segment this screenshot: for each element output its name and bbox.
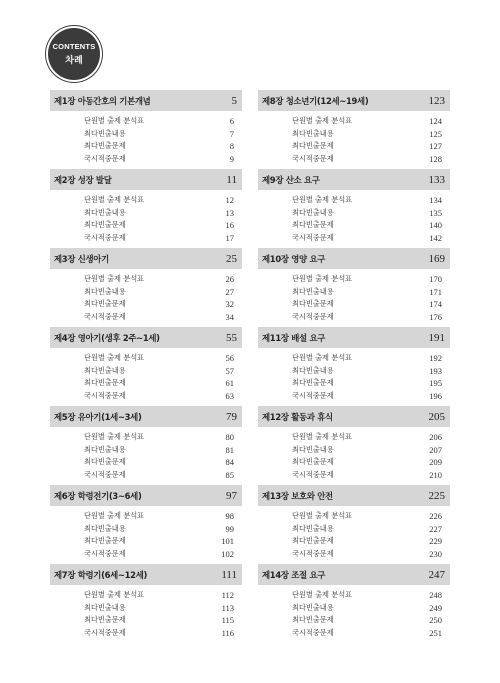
toc-item-label: 최다빈출내용 (292, 602, 334, 612)
toc-item-page-number: 17 (225, 232, 234, 243)
toc-item-label: 최다빈출문제 (84, 457, 126, 467)
toc-item-label: 최다빈출문제 (292, 536, 334, 546)
toc-item-label: 최다빈출문제 (292, 141, 334, 151)
chapter-items (50, 585, 242, 639)
toc-item-label: 단원별 출제 분석표 (292, 353, 353, 363)
toc-item-label: 국시적중문제 (84, 548, 126, 558)
toc-item (258, 456, 450, 469)
chapter-items (258, 506, 450, 560)
chapter-header (50, 90, 242, 111)
toc-item-page-number: 229 (429, 536, 442, 547)
toc-item-label: 단원별 출제 분석표 (84, 432, 145, 442)
toc-item-label: 최다빈출문제 (84, 615, 126, 625)
toc-item-page-number: 101 (221, 536, 234, 547)
toc-item (50, 311, 242, 324)
toc-item-label: 최다빈출내용 (292, 365, 334, 375)
toc-item-page-number: 12 (225, 195, 234, 206)
chapter-title: 제9장 산소 요구 (262, 174, 320, 185)
toc-item-page-number: 13 (225, 207, 234, 218)
toc-item-page-number: 209 (429, 457, 442, 468)
toc-item (50, 614, 242, 627)
toc-item (258, 548, 450, 561)
toc-item-label: 국시적중문제 (84, 390, 126, 400)
toc-item-label: 국시적중문제 (292, 390, 334, 400)
toc-item (258, 115, 450, 128)
toc-item (258, 444, 450, 457)
toc-item-page-number: 210 (429, 469, 442, 480)
toc-item-label: 최다빈출내용 (292, 207, 334, 217)
toc-item (50, 390, 242, 403)
chapter-items (50, 190, 242, 244)
toc-item-label: 최다빈출내용 (292, 523, 334, 533)
toc-item (50, 219, 242, 232)
toc-item-label: 국시적중문제 (292, 469, 334, 479)
toc-item-page-number: 193 (429, 365, 442, 376)
toc-item-page-number: 9 (229, 153, 234, 164)
toc-item-page-number: 192 (429, 353, 442, 364)
toc-item (258, 286, 450, 299)
chapter-header (50, 327, 242, 348)
toc-item-label: 최다빈출문제 (84, 536, 126, 546)
toc-item (258, 614, 450, 627)
toc-item (258, 194, 450, 207)
toc-item (258, 207, 450, 220)
toc-item (258, 431, 450, 444)
toc-item-page-number: 248 (429, 590, 442, 601)
chapter-title: 제13장 보호와 안전 (262, 490, 333, 501)
toc-item (50, 431, 242, 444)
toc-item (258, 128, 450, 141)
toc-item-page-number: 98 (225, 511, 234, 522)
chapter-page-number: 123 (428, 94, 445, 107)
chapter-title: 제7장 학령기(6세~12세) (54, 569, 148, 580)
toc-column-left (50, 90, 242, 643)
toc-item-page-number: 85 (225, 469, 234, 480)
toc-item (258, 232, 450, 245)
chapter-page-number: 11 (226, 173, 237, 186)
toc-item (258, 311, 450, 324)
chapter-title: 제14장 조절 요구 (262, 569, 326, 580)
toc-item-page-number: 27 (225, 286, 234, 297)
chapter-header (258, 90, 450, 111)
toc-item (50, 627, 242, 640)
toc-item-label: 단원별 출제 분석표 (292, 116, 353, 126)
toc-item-page-number: 81 (225, 444, 234, 455)
chapter-page-number: 225 (428, 489, 445, 502)
chapter-page-number: 205 (428, 410, 445, 423)
toc-chapter (258, 485, 450, 564)
toc-item-label: 국시적중문제 (84, 232, 126, 242)
toc-item-page-number: 99 (225, 523, 234, 534)
toc-item (258, 627, 450, 640)
toc-item-page-number: 207 (429, 444, 442, 455)
chapter-items (258, 111, 450, 165)
chapter-header (50, 406, 242, 427)
toc-chapter (258, 169, 450, 248)
toc-item (50, 140, 242, 153)
toc-item (258, 602, 450, 615)
chapter-header (258, 406, 450, 427)
toc-chapter (258, 90, 450, 169)
toc-item-label: 최다빈출내용 (292, 286, 334, 296)
toc-item-label: 최다빈출내용 (84, 365, 126, 375)
toc-item-label: 국시적중문제 (292, 548, 334, 558)
toc-item-label: 단원별 출제 분석표 (84, 195, 145, 205)
toc-item-page-number: 135 (429, 207, 442, 218)
chapter-title: 제11장 배설 요구 (262, 332, 326, 343)
chapter-header (50, 485, 242, 506)
toc-item (50, 128, 242, 141)
toc-item (50, 456, 242, 469)
toc-item (50, 589, 242, 602)
toc-item-page-number: 115 (221, 615, 234, 626)
toc-item-page-number: 249 (429, 602, 442, 613)
chapter-page-number: 25 (226, 252, 237, 265)
chapter-page-number: 133 (428, 173, 445, 186)
toc-item-label: 최다빈출문제 (84, 299, 126, 309)
toc-chapter (258, 564, 450, 643)
chapter-title: 제1장 아동간호의 기본개념 (54, 95, 151, 106)
toc-item (258, 273, 450, 286)
toc-item-label: 단원별 출제 분석표 (84, 511, 145, 521)
toc-item-label: 최다빈출내용 (84, 444, 126, 454)
chapter-items (50, 506, 242, 560)
chapter-header (50, 169, 242, 190)
toc-chapter (50, 327, 242, 406)
toc-item-page-number: 128 (429, 153, 442, 164)
toc-item (50, 548, 242, 561)
chapter-header (258, 327, 450, 348)
toc-item (258, 469, 450, 482)
toc-item-page-number: 112 (221, 590, 234, 601)
toc-chapter (50, 90, 242, 169)
toc-item-page-number: 113 (221, 602, 234, 613)
toc-item (258, 153, 450, 166)
toc-item (258, 365, 450, 378)
toc-item-label: 최다빈출내용 (84, 523, 126, 533)
chapter-header (258, 169, 450, 190)
toc-item-page-number: 226 (429, 511, 442, 522)
toc-item-label: 국시적중문제 (292, 627, 334, 637)
toc-item (258, 589, 450, 602)
chapter-page-number: 79 (226, 410, 237, 423)
chapter-title: 제12장 활동과 휴식 (262, 411, 333, 422)
chapter-items (50, 111, 242, 165)
toc-item-label: 단원별 출제 분석표 (292, 432, 353, 442)
chapter-page-number: 5 (231, 94, 237, 107)
toc-item-label: 단원별 출제 분석표 (84, 353, 145, 363)
toc-item-label: 최다빈출내용 (84, 602, 126, 612)
toc-item (258, 352, 450, 365)
toc-item-page-number: 6 (229, 116, 234, 127)
toc-item-label: 국시적중문제 (292, 311, 334, 321)
toc-item-label: 단원별 출제 분석표 (292, 590, 353, 600)
toc-item (50, 535, 242, 548)
toc-chapter (50, 406, 242, 485)
chapter-title: 제6장 학령전기(3~6세) (54, 490, 142, 501)
toc-item (50, 523, 242, 536)
toc-item (50, 469, 242, 482)
toc-item-page-number: 80 (225, 432, 234, 443)
toc-item-label: 단원별 출제 분석표 (84, 274, 145, 284)
toc-item (50, 207, 242, 220)
toc-item-label: 국시적중문제 (292, 232, 334, 242)
chapter-items (258, 585, 450, 639)
chapter-page-number: 55 (226, 331, 237, 344)
chapter-items (50, 427, 242, 481)
contents-badge-ko: 차례 (65, 56, 83, 66)
toc-chapter (50, 564, 242, 643)
toc-item (50, 352, 242, 365)
toc-item-label: 최다빈출문제 (292, 457, 334, 467)
toc-item-page-number: 196 (429, 390, 442, 401)
toc-item-page-number: 140 (429, 220, 442, 231)
toc-item (258, 377, 450, 390)
toc-item-page-number: 142 (429, 232, 442, 243)
chapter-page-number: 247 (428, 568, 445, 581)
chapter-items (258, 190, 450, 244)
toc-item (50, 153, 242, 166)
chapter-page-number: 111 (221, 568, 237, 581)
chapter-title: 제3장 신생아기 (54, 253, 109, 264)
toc-item (258, 390, 450, 403)
toc-item-label: 최다빈출문제 (292, 299, 334, 309)
chapter-header (50, 248, 242, 269)
chapter-title: 제10장 영양 요구 (262, 253, 326, 264)
toc-item-page-number: 116 (221, 627, 234, 638)
toc-item-label: 최다빈출내용 (292, 444, 334, 454)
toc-item (258, 535, 450, 548)
toc-item-label: 국시적중문제 (84, 469, 126, 479)
toc-item-label: 단원별 출제 분석표 (84, 590, 145, 600)
toc-item-label: 최다빈출내용 (292, 128, 334, 138)
toc-item (50, 602, 242, 615)
toc-item (258, 140, 450, 153)
toc-item-label: 최다빈출문제 (292, 378, 334, 388)
toc-item-page-number: 63 (225, 390, 234, 401)
toc-item-label: 단원별 출제 분석표 (292, 274, 353, 284)
toc-item-label: 국시적중문제 (84, 627, 126, 637)
toc-item-page-number: 16 (225, 220, 234, 231)
toc-item-page-number: 195 (429, 378, 442, 389)
chapter-header (258, 564, 450, 585)
toc-item-label: 최다빈출내용 (84, 286, 126, 296)
chapter-header (258, 485, 450, 506)
toc-item (258, 298, 450, 311)
toc-column-right (258, 90, 450, 643)
toc-item-page-number: 250 (429, 615, 442, 626)
toc-chapter (258, 406, 450, 485)
toc-item-label: 국시적중문제 (84, 153, 126, 163)
chapter-items (258, 427, 450, 481)
toc-item (50, 444, 242, 457)
toc-item-page-number: 174 (429, 299, 442, 310)
toc-item-page-number: 125 (429, 128, 442, 139)
toc-item (50, 194, 242, 207)
chapter-header (50, 564, 242, 585)
chapter-page-number: 191 (428, 331, 445, 344)
toc-item-page-number: 124 (429, 116, 442, 127)
toc-item-page-number: 127 (429, 141, 442, 152)
toc-item-page-number: 227 (429, 523, 442, 534)
chapter-title: 제8장 청소년기(12세~19세) (262, 95, 369, 106)
toc-item-label: 국시적중문제 (292, 153, 334, 163)
chapter-items (50, 348, 242, 402)
toc-item-label: 최다빈출문제 (84, 141, 126, 151)
toc-item (50, 365, 242, 378)
toc-item-page-number: 84 (225, 457, 234, 468)
toc-chapter (50, 248, 242, 327)
toc-item-page-number: 8 (229, 141, 234, 152)
toc-item-page-number: 26 (225, 274, 234, 285)
toc-item (258, 219, 450, 232)
chapter-page-number: 169 (428, 252, 445, 265)
toc-item-page-number: 134 (429, 195, 442, 206)
contents-badge (48, 28, 100, 80)
contents-badge-en: CONTENTS (52, 42, 96, 51)
toc-item-label: 최다빈출문제 (292, 220, 334, 230)
toc-item-label: 단원별 출제 분석표 (292, 195, 353, 205)
chapter-items (50, 269, 242, 323)
toc-chapter (258, 327, 450, 406)
toc-item-page-number: 56 (225, 353, 234, 364)
toc-item-label: 단원별 출제 분석표 (292, 511, 353, 521)
toc-item (258, 510, 450, 523)
toc-item-page-number: 7 (229, 128, 234, 139)
toc-item (50, 377, 242, 390)
toc-item (50, 286, 242, 299)
toc-item-page-number: 102 (221, 548, 234, 559)
toc-item-page-number: 230 (429, 548, 442, 559)
toc-item-page-number: 251 (429, 627, 442, 638)
toc-item-page-number: 171 (429, 286, 442, 297)
toc-item-label: 최다빈출문제 (84, 378, 126, 388)
toc-item-page-number: 34 (225, 311, 234, 322)
chapter-items (258, 269, 450, 323)
toc-item (50, 510, 242, 523)
toc-item-label: 최다빈출내용 (84, 128, 126, 138)
toc-item (50, 298, 242, 311)
chapter-title: 제5장 유아기(1세~3세) (54, 411, 142, 422)
toc-item-page-number: 176 (429, 311, 442, 322)
toc-item-page-number: 206 (429, 432, 442, 443)
toc-chapter (50, 169, 242, 248)
toc-item-page-number: 170 (429, 274, 442, 285)
toc-item-page-number: 32 (225, 299, 234, 310)
toc-item-page-number: 57 (225, 365, 234, 376)
toc-chapter (50, 485, 242, 564)
toc-item-label: 최다빈출문제 (84, 220, 126, 230)
toc-item-page-number: 61 (225, 378, 234, 389)
chapter-items (258, 348, 450, 402)
toc-item (50, 115, 242, 128)
toc-chapter (258, 248, 450, 327)
toc-item (258, 523, 450, 536)
chapter-page-number: 97 (226, 489, 237, 502)
toc-item-label: 최다빈출내용 (84, 207, 126, 217)
toc-item-label: 국시적중문제 (84, 311, 126, 321)
toc-item (50, 232, 242, 245)
chapter-title: 제4장 영아기(생후 2주~1세) (54, 332, 160, 343)
chapter-title: 제2장 성장 발달 (54, 174, 112, 185)
toc-item-label: 단원별 출제 분석표 (84, 116, 145, 126)
toc-item-label: 최다빈출문제 (292, 615, 334, 625)
chapter-header (258, 248, 450, 269)
toc-item (50, 273, 242, 286)
